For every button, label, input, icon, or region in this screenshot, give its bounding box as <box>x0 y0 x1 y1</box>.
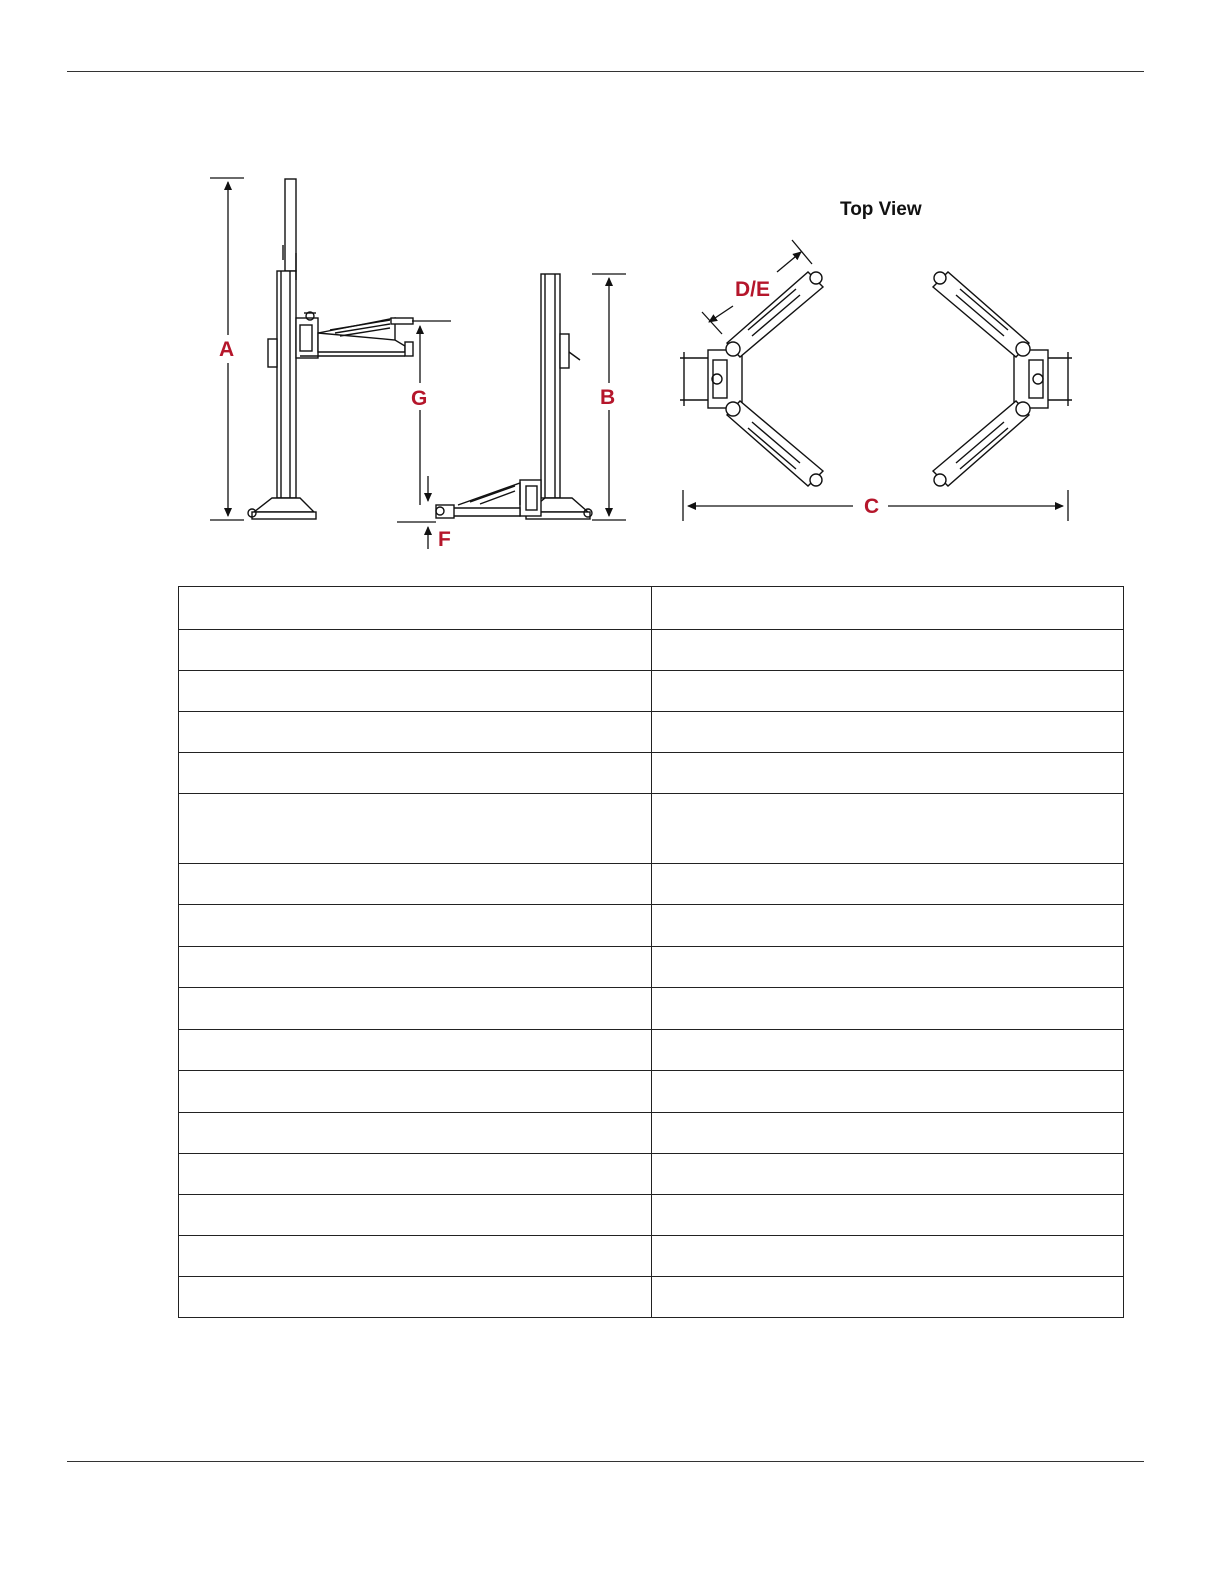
table-cell <box>179 1277 652 1318</box>
table-cell <box>652 1195 1124 1236</box>
dimension-f <box>397 522 436 549</box>
table-row <box>179 1154 1124 1195</box>
table-cell <box>179 1071 652 1113</box>
dimension-label-c: C <box>864 495 880 518</box>
table-row <box>179 905 1124 947</box>
table-cell <box>652 1154 1124 1195</box>
table-row <box>179 712 1124 753</box>
table-row <box>179 587 1124 630</box>
footer-rule <box>67 1461 1144 1462</box>
table-row <box>179 1195 1124 1236</box>
table-cell <box>179 630 652 671</box>
table-cell <box>652 712 1124 753</box>
table-row <box>179 864 1124 905</box>
table-row <box>179 630 1124 671</box>
table-cell <box>652 671 1124 712</box>
table-row <box>179 988 1124 1030</box>
table-row <box>179 794 1124 864</box>
table-row <box>179 671 1124 712</box>
table-cell <box>179 1236 652 1277</box>
table-row <box>179 1113 1124 1154</box>
table-row <box>179 1071 1124 1113</box>
table-cell <box>179 587 652 630</box>
table-cell <box>179 1154 652 1195</box>
table-row <box>179 1030 1124 1071</box>
table-row <box>179 1236 1124 1277</box>
top-view-title: Top View <box>840 199 922 220</box>
table-cell <box>179 1195 652 1236</box>
right-column-lowered <box>436 274 592 519</box>
dimension-g <box>412 321 451 505</box>
specifications-table <box>178 586 1124 1318</box>
table-cell <box>652 1071 1124 1113</box>
table-cell <box>652 947 1124 988</box>
top-view-right-post <box>933 272 1072 486</box>
table-row <box>179 947 1124 988</box>
table-cell <box>179 753 652 794</box>
table-cell <box>652 753 1124 794</box>
table-row <box>179 753 1124 794</box>
table-row <box>179 1277 1124 1318</box>
table-cell <box>652 794 1124 864</box>
table-cell <box>179 1113 652 1154</box>
table-cell <box>179 712 652 753</box>
table-cell <box>652 988 1124 1030</box>
dimension-label-de: D/E <box>735 278 771 301</box>
dimension-label-f: F <box>438 528 451 551</box>
top-view-left-post <box>680 272 823 486</box>
table-cell <box>652 630 1124 671</box>
table-cell <box>652 587 1124 630</box>
dimension-label-a: A <box>219 338 235 361</box>
table-cell <box>179 988 652 1030</box>
left-column-raised <box>248 179 413 519</box>
table-cell <box>179 947 652 988</box>
table-cell <box>179 1030 652 1071</box>
table-cell <box>652 905 1124 947</box>
table-cell <box>652 864 1124 905</box>
lift-dimension-diagram <box>0 0 1224 570</box>
table-cell <box>652 1236 1124 1277</box>
table-cell <box>179 905 652 947</box>
table-cell <box>179 794 652 864</box>
dimension-label-g: G <box>411 387 428 410</box>
table-cell <box>652 1277 1124 1318</box>
table-cell <box>652 1113 1124 1154</box>
dimension-label-b: B <box>600 386 616 409</box>
table-cell <box>179 671 652 712</box>
table-cell <box>652 1030 1124 1071</box>
table-cell <box>179 864 652 905</box>
